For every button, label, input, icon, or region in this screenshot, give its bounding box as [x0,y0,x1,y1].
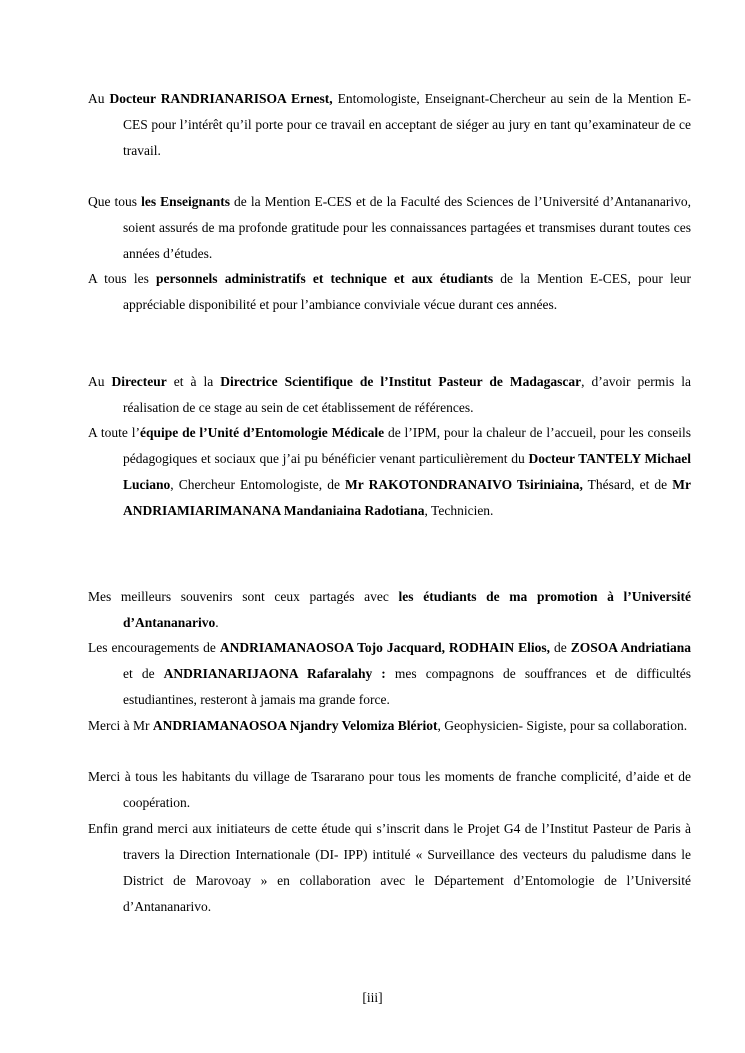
paragraph-villagers [88,764,691,816]
bold-text: Directrice Scientifique de l’Institut Pasteur de Madagascar [220,374,582,389]
text-run: , Geophysicien- Sigiste, pour sa collaboration. [437,718,688,733]
paragraph-teachers [88,189,691,267]
bold-text: équipe de l’Unité d’Entomologie Médicale [139,425,385,440]
text-run: Au [88,91,110,106]
text-run: Au [88,374,112,389]
text-run: mes compagnons de souffrances et de difficultés estudiantines, resteront à jamais ma grande force. [123,666,691,707]
paragraph-geophysicist [88,713,691,739]
text-run: Entomologiste, Enseignant-Chercheur au sein de la Mention E-CES pour l’intérêt qu’il porte pour ce travail en acceptant de siéger au jury en tant qu’examinateur de ce travail. [123,91,691,158]
bold-text: ZOSOA Andriatiana [570,640,691,655]
text-run: Merci à Mr [88,718,153,733]
text-run: Les encouragements de [88,640,220,655]
paragraph-examiner [88,86,691,164]
page-number: [iii] [362,990,383,1005]
bold-text: Directeur [111,374,167,389]
bold-text: les étudiants de ma promotion à l’Université d’Antananarivo [123,589,691,630]
text-run: de l’IPM, pour la chaleur de l’accueil, pour les conseils pédagogiques et sociaux que j’ai pu bénéficier venant particulièrement du [123,425,691,466]
text-run: A tous les [88,271,157,286]
paragraph-staff [88,266,691,318]
text-run: de [550,640,571,655]
text-run: et de [123,666,164,681]
text-run: de la Mention E-CES, pour leur appréciable disponibilité et pour l’ambiance conviviale vécue durant ces années. [123,271,691,312]
text-run: Mes meilleurs souvenirs sont ceux partagés avec [88,589,399,604]
text-run: et à la [166,374,221,389]
bold-text: personnels administratifs et technique et aux étudiants [156,271,494,286]
bold-text: Mr ANDRIAMIARIMANANA Mandaniaina Radotiana [123,477,691,518]
bold-text: ANDRIAMANAOSOA Njandry Velomiza Blériot [152,718,438,733]
text-run: Que tous [88,194,142,209]
text-run: Thésard, et de [582,477,673,492]
text-run: Merci à tous les habitants du village de Tsararano pour tous les moments de franche complicité, d’aide et de coopération. [88,769,691,810]
paragraph-encouragements [88,635,691,713]
text-run: , Chercheur Entomologiste, de [170,477,346,492]
paragraph-institut-pasteur [88,369,691,421]
paragraph-project-initiators [88,816,691,920]
bold-text: Docteur TANTELY Michael Luciano [123,451,691,492]
paragraph-promotion [88,584,691,636]
text-run: . [215,615,219,630]
text-run: Enfin grand merci aux initiateurs de cette étude qui s’inscrit dans le Projet G4 de l’Institut Pasteur de Paris à travers la Direction Internationale (DI- IPP) intitulé « Surveillance des vecteurs du paludisme dans le District de Marovoay » en collaboration avec le Département d’Entomologie de l’Université d’Antananarivo. [88,821,691,914]
bold-text: les Enseignants [141,194,230,209]
bold-text: Docteur RANDRIANARISOA Ernest, [109,91,333,106]
text-run: , d’avoir permis la réalisation de ce stage au sein de cet établissement de références. [123,374,691,415]
text-run: A toute l’ [88,425,140,440]
text-run: , Technicien. [424,503,494,518]
text-run: de la Mention E-CES et de la Faculté des Sciences de l’Université d’Antananarivo, soient assurés de ma profonde gratitude pour les connaissances partagées et transmises durant toutes ces années d’études. [123,194,691,261]
paragraph-entomology-team [88,420,691,524]
bold-text: Mr RAKOTONDRANAIVO Tsiriniaina, [345,477,583,492]
bold-text: ANDRIANARIJAONA Rafaralahy : [163,666,386,681]
bold-text: ANDRIAMANAOSOA Tojo Jacquard, RODHAIN Elios, [219,640,551,655]
